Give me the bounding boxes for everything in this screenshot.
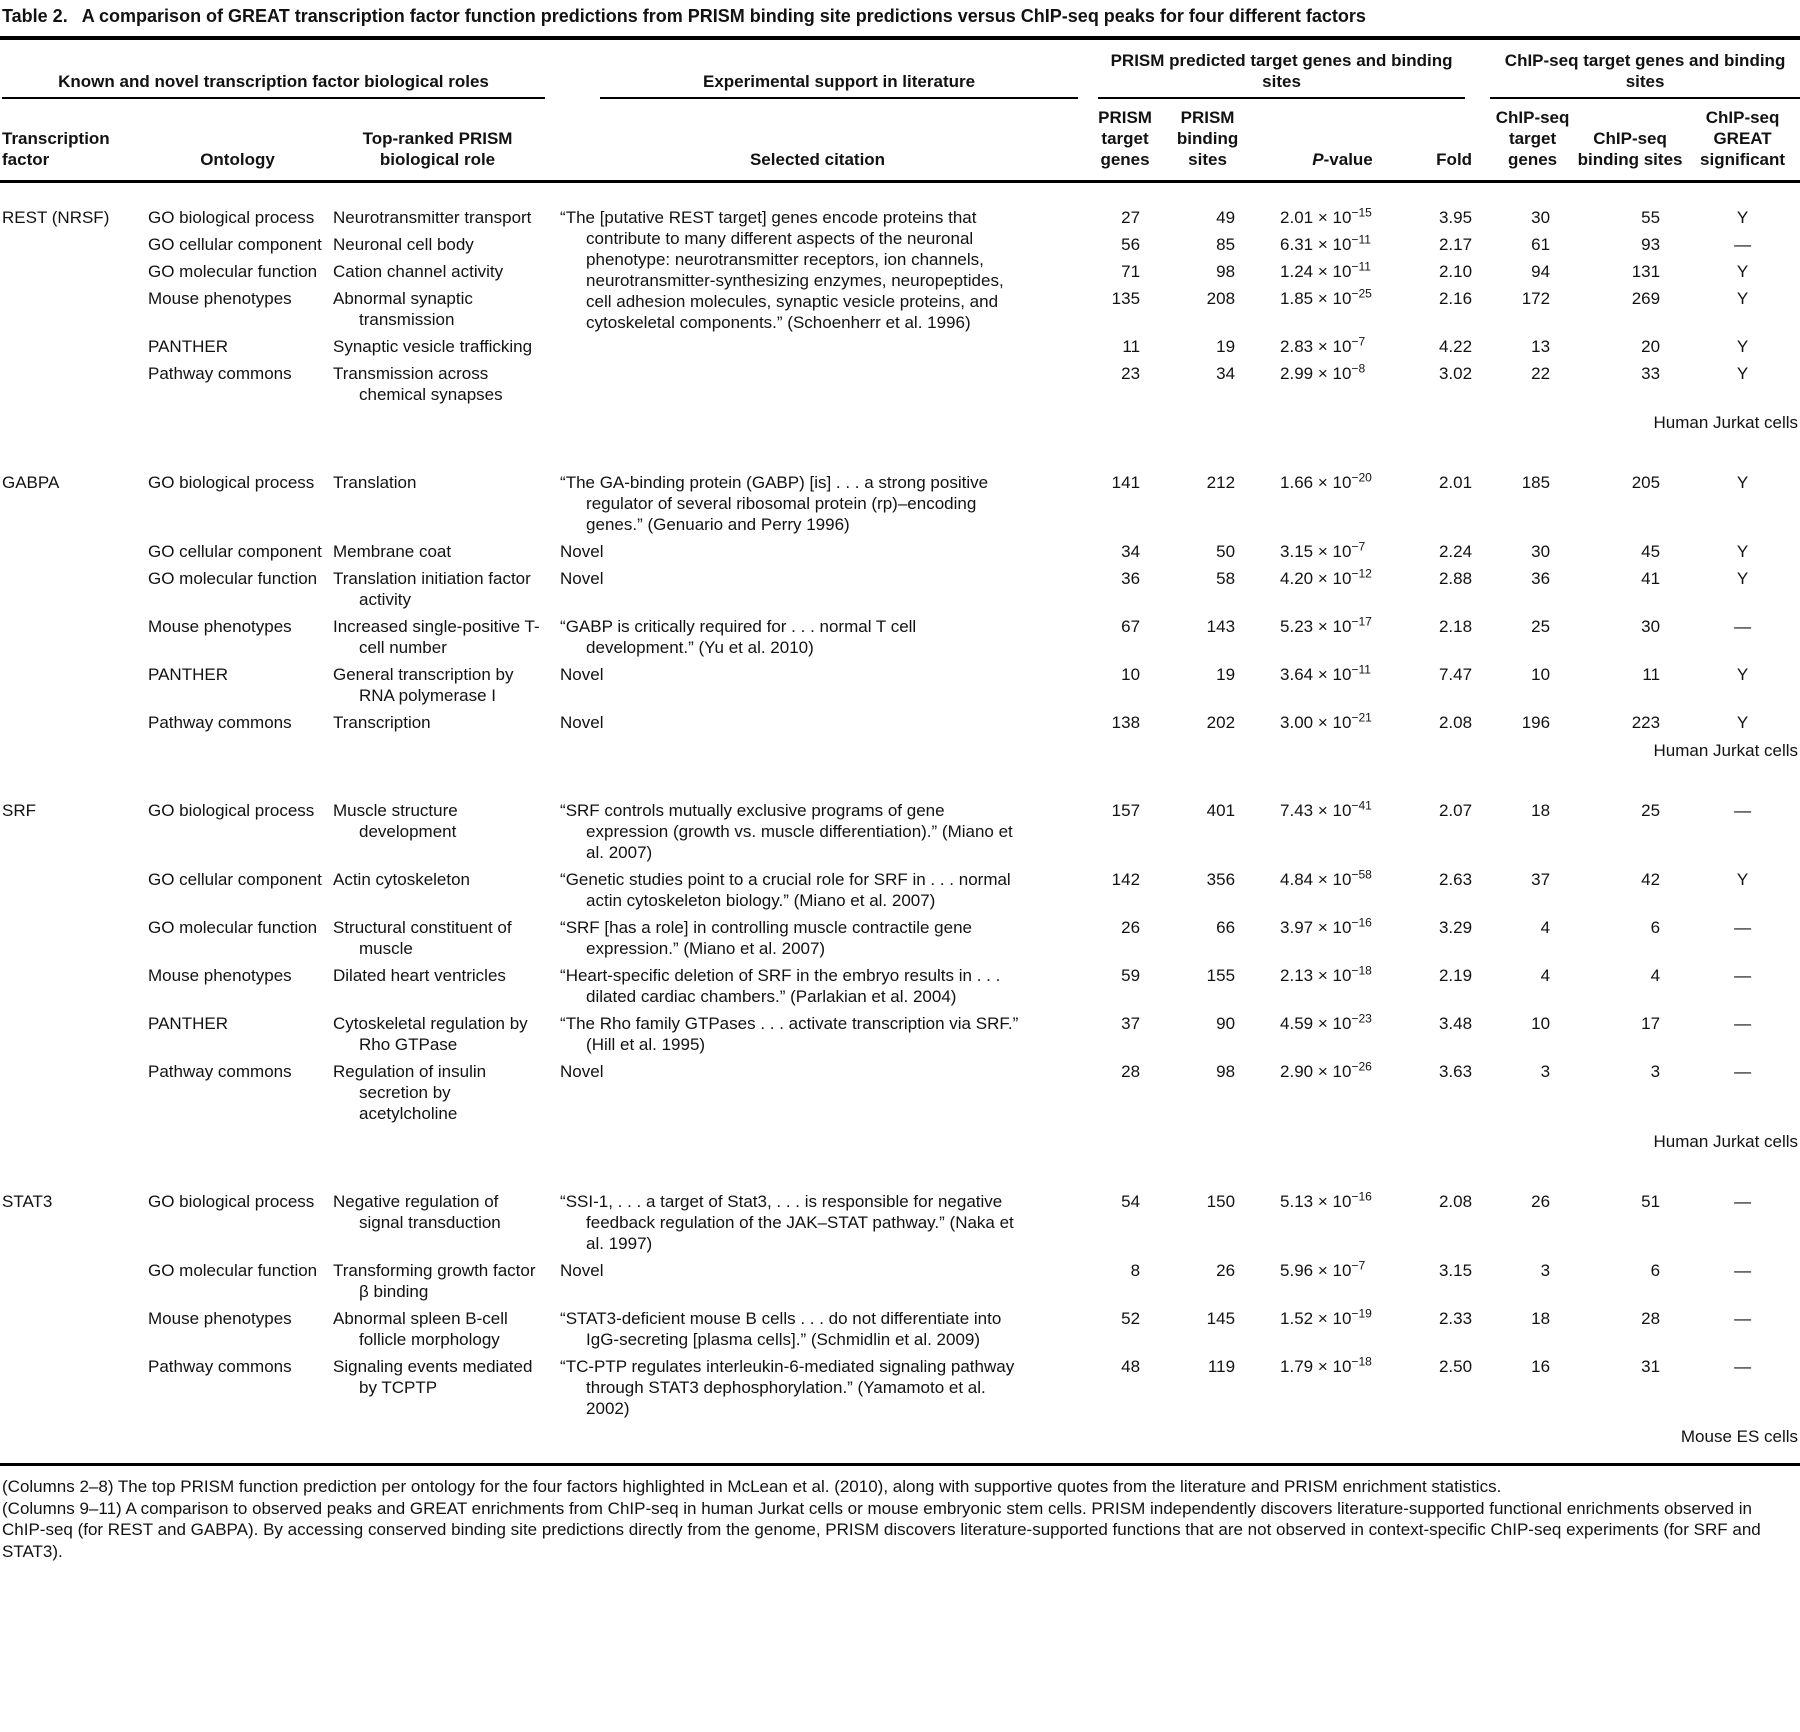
role-cell: Neuronal cell body	[333, 235, 474, 254]
ontology-cell: GO molecular function	[148, 1261, 318, 1280]
role-cell: Transcription	[333, 713, 431, 732]
chipseq-target-genes-cell: 196	[1521, 713, 1551, 732]
data-row	[0, 1190, 1800, 1259]
great-significant-cell: Y	[1736, 473, 1749, 492]
chipseq-binding-sites-cell: 4	[1650, 966, 1661, 985]
p-value-cell: $3.15 \times 10^{-7}$	[1280, 539, 1366, 561]
chipseq-binding-sites-cell: 223	[1631, 713, 1661, 732]
column-header-chipseq-target-genes: ChIP-seq target genes	[1490, 99, 1575, 182]
ontology-cell: GO molecular function	[148, 569, 318, 588]
p-value-exponent: −7	[1351, 1258, 1366, 1273]
data-row	[0, 964, 1800, 1012]
p-value-exponent: −7	[1351, 539, 1366, 554]
citation-cell: Novel	[560, 665, 604, 684]
p-value-cell: $2.99 \times 10^{-8}$	[1280, 361, 1366, 383]
p-value-cell: $3.00 \times 10^{-21}$	[1280, 710, 1372, 732]
chipseq-target-genes-cell: 16	[1531, 1357, 1551, 1376]
data-row	[0, 799, 1800, 868]
group-header-known-novel: Known and novel transcription factor biological roles	[2, 71, 545, 99]
data-row	[0, 1012, 1800, 1060]
great-significant-cell: Y	[1736, 665, 1749, 684]
prism-target-genes-cell: 27	[1121, 208, 1141, 227]
prism-target-genes-cell: 36	[1121, 569, 1141, 588]
chipseq-binding-sites-cell: 42	[1641, 870, 1661, 889]
ontology-cell: GO cellular component	[148, 542, 322, 561]
prism-target-genes-cell: 11	[1122, 337, 1141, 356]
citation-cell: “STAT3-deficient mouse B cells . . . do not differentiate into IgG-secreting [plasma cells].” (Schmidlin et al. 2009)	[560, 1309, 1002, 1349]
chipseq-target-genes-cell: 10	[1531, 1014, 1551, 1033]
prism-binding-sites-cell: 90	[1216, 1014, 1236, 1033]
prism-binding-sites-cell: 66	[1216, 918, 1236, 937]
prism-binding-sites-cell: 26	[1216, 1261, 1236, 1280]
p-value-cell: $2.01 \times 10^{-15}$	[1280, 205, 1372, 227]
fold-cell: 3.29	[1438, 918, 1473, 937]
chipseq-target-genes-cell: 172	[1521, 289, 1551, 308]
great-significant-cell: —	[1734, 801, 1752, 820]
prism-target-genes-cell: 67	[1121, 617, 1141, 636]
role-cell: Abnormal spleen B-cell follicle morphology	[333, 1309, 508, 1349]
chipseq-binding-sites-cell: 205	[1631, 473, 1661, 492]
ontology-cell: Mouse phenotypes	[148, 966, 292, 985]
fold-cell: 2.63	[1438, 870, 1473, 889]
chipseq-binding-sites-cell: 11	[1642, 665, 1661, 684]
citation-cell: “SSI-1, . . . a target of Stat3, . . . is responsible for negative feedback regulation of the JAK–STAT pathway.” (Naka et al. 1997)	[560, 1192, 1014, 1253]
chipseq-binding-sites-cell: 20	[1641, 337, 1661, 356]
data-row	[0, 1259, 1800, 1307]
role-cell: Dilated heart ventricles	[333, 966, 506, 985]
cell-type-note: Human Jurkat cells	[1653, 1132, 1799, 1151]
fold-cell: 7.47	[1438, 665, 1473, 684]
prism-target-genes-cell: 138	[1111, 713, 1141, 732]
prism-binding-sites-cell: 401	[1206, 801, 1236, 820]
role-cell: Membrane coat	[333, 542, 452, 561]
p-value-exponent: −20	[1351, 470, 1372, 485]
role-cell: Cation channel activity	[333, 262, 504, 281]
fold-cell: 2.07	[1438, 801, 1473, 820]
p-value-exponent: −11	[1351, 259, 1371, 274]
citation-cell: “Genetic studies point to a crucial role for SRF in . . . normal actin cytoskeleton biology.” (Miano et al. 2007)	[560, 870, 1011, 910]
data-row	[0, 182, 1800, 234]
p-value-cell: $1.66 \times 10^{-20}$	[1280, 470, 1372, 492]
ontology-cell: GO biological process	[148, 208, 315, 227]
table-number: Table 2.	[2, 6, 68, 26]
results-table	[0, 40, 1800, 1463]
great-significant-cell: Y	[1736, 289, 1749, 308]
p-value-cell: $2.13 \times 10^{-18}$	[1280, 963, 1372, 985]
prism-target-genes-cell: 52	[1121, 1309, 1141, 1328]
data-row	[0, 567, 1800, 615]
factor-cell: STAT3	[2, 1192, 53, 1211]
fold-cell: 2.08	[1438, 1192, 1473, 1211]
prism-target-genes-cell: 8	[1130, 1261, 1141, 1280]
prism-target-genes-cell: 157	[1111, 801, 1141, 820]
citation-cell: “The GA-binding protein (GABP) [is] . . . a strong positive regulator of several ribosomal protein (rp)–encoding genes.” (Genuario and Perry 1996)	[560, 473, 989, 534]
footnote-columns-9-11: (Columns 9–11) A comparison to observed peaks and GREAT enrichments from ChIP-seq in human Jurkat cells or mouse embryonic stem cells. PRISM independently discovers literature-supported functional enrichments observed in ChIP-seq (for REST and GABPA). By accessing conserved binding site predictions directly from the genome, PRISM discovers literature-supported functions that are not observed in context-specific ChIP-seq experiments (for SRF and STAT3).	[2, 1498, 1761, 1561]
column-header-prism-target-genes: PRISM target genes	[1090, 99, 1160, 182]
prism-target-genes-cell: 142	[1111, 870, 1141, 889]
prism-target-genes-cell: 56	[1121, 235, 1141, 254]
great-significant-cell: —	[1734, 235, 1752, 254]
p-value-rest: -value	[1323, 150, 1373, 169]
great-significant-cell: —	[1734, 1192, 1752, 1211]
role-cell: Translation initiation factor activity	[333, 569, 531, 609]
cell-type-note-row	[0, 1424, 1800, 1463]
role-cell: Transforming growth factor β binding	[333, 1261, 536, 1301]
fold-cell: 3.48	[1438, 1014, 1473, 1033]
prism-binding-sites-cell: 208	[1206, 289, 1236, 308]
p-value-cell: $5.96 \times 10^{-7}$	[1280, 1258, 1366, 1280]
prism-target-genes-cell: 34	[1121, 542, 1141, 561]
p-value-cell: $4.20 \times 10^{-12}$	[1280, 566, 1372, 588]
ontology-cell: PANTHER	[148, 337, 228, 356]
role-cell: Signaling events mediated by TCPTP	[333, 1357, 533, 1397]
prism-binding-sites-cell: 145	[1206, 1309, 1236, 1328]
ontology-cell: Mouse phenotypes	[148, 617, 292, 636]
ontology-cell: PANTHER	[148, 1014, 228, 1033]
p-value-cell: $1.79 \times 10^{-18}$	[1280, 1354, 1372, 1376]
fold-cell: 2.16	[1438, 289, 1473, 308]
p-value-cell: $1.85 \times 10^{-25}$	[1280, 286, 1372, 308]
citation-cell: Novel	[560, 569, 604, 588]
chipseq-binding-sites-cell: 269	[1631, 289, 1661, 308]
prism-binding-sites-cell: 98	[1216, 262, 1236, 281]
great-significant-cell: Y	[1736, 337, 1749, 356]
cell-type-note: Human Jurkat cells	[1653, 741, 1799, 760]
ontology-cell: GO molecular function	[148, 918, 318, 937]
p-value-exponent: −8	[1351, 361, 1366, 376]
p-value-exponent: −23	[1351, 1011, 1372, 1026]
chipseq-target-genes-cell: 13	[1531, 337, 1551, 356]
great-significant-cell: —	[1734, 1357, 1752, 1376]
chipseq-target-genes-cell: 36	[1531, 569, 1551, 588]
p-value-exponent: −11	[1351, 662, 1371, 677]
p-value-cell: $6.31 \times 10^{-11}$	[1280, 232, 1371, 254]
citation-cell: Novel	[560, 713, 604, 732]
great-significant-cell: —	[1734, 918, 1752, 937]
ontology-cell: GO cellular component	[148, 235, 322, 254]
prism-target-genes-cell: 141	[1111, 473, 1141, 492]
prism-target-genes-cell: 71	[1121, 262, 1141, 281]
prism-target-genes-cell: 26	[1121, 918, 1141, 937]
prism-binding-sites-cell: 98	[1216, 1062, 1236, 1081]
prism-binding-sites-cell: 212	[1206, 473, 1236, 492]
role-cell: General transcription by RNA polymerase I	[333, 665, 514, 705]
chipseq-target-genes-cell: 30	[1531, 542, 1551, 561]
prism-binding-sites-cell: 356	[1206, 870, 1236, 889]
table-body	[0, 182, 1800, 1464]
role-cell: Transmission across chemical synapses	[333, 364, 503, 404]
prism-binding-sites-cell: 155	[1206, 966, 1236, 985]
ontology-cell: Pathway commons	[148, 1357, 292, 1376]
table-title-text: A comparison of GREAT transcription factor function predictions from PRISM binding site predictions versus ChIP-seq peaks for four different factors	[81, 6, 1366, 26]
fold-cell: 3.63	[1438, 1062, 1473, 1081]
p-value-exponent: −21	[1351, 710, 1372, 725]
fold-cell: 2.08	[1438, 713, 1473, 732]
table-caption	[0, 0, 1800, 40]
group-header-prism-predicted: PRISM predicted target genes and binding sites	[1098, 50, 1465, 99]
data-row	[0, 663, 1800, 711]
prism-binding-sites-cell: 85	[1216, 235, 1236, 254]
p-value-cell: $5.23 \times 10^{-17}$	[1280, 614, 1372, 636]
chipseq-binding-sites-cell: 51	[1641, 1192, 1661, 1211]
p-value-exponent: −7	[1351, 334, 1366, 349]
ontology-cell: Pathway commons	[148, 713, 292, 732]
data-row	[0, 868, 1800, 916]
prism-binding-sites-cell: 34	[1216, 364, 1236, 383]
chipseq-binding-sites-cell: 6	[1650, 1261, 1661, 1280]
p-value-exponent: −58	[1351, 867, 1372, 882]
fold-cell: 2.88	[1438, 569, 1473, 588]
chipseq-target-genes-cell: 30	[1531, 208, 1551, 227]
chipseq-binding-sites-cell: 6	[1650, 918, 1661, 937]
fold-cell: 2.10	[1438, 262, 1473, 281]
chipseq-binding-sites-cell: 33	[1641, 364, 1661, 383]
citation-cell: “GABP is critically required for . . . normal T cell development.” (Yu et al. 2010)	[560, 617, 917, 657]
p-value-exponent: −16	[1351, 1189, 1372, 1204]
p-value-cell: $1.52 \times 10^{-19}$	[1280, 1306, 1372, 1328]
citation-cell: “TC-PTP regulates interleukin-6-mediated signaling pathway through STAT3 dephosphorylation.” (Yamamoto et al. 2002)	[560, 1357, 1015, 1418]
chipseq-target-genes-cell: 18	[1531, 1309, 1551, 1328]
great-significant-cell: Y	[1736, 542, 1749, 561]
fold-cell: 3.02	[1438, 364, 1473, 383]
prism-binding-sites-cell: 119	[1207, 1357, 1236, 1376]
role-cell: Abnormal synaptic transmission	[333, 289, 473, 329]
group-header-chipseq-cell	[1490, 40, 1800, 99]
role-cell: Actin cytoskeleton	[333, 870, 471, 889]
prism-binding-sites-cell: 19	[1216, 665, 1236, 684]
prism-target-genes-cell: 37	[1121, 1014, 1141, 1033]
p-value-exponent: −18	[1351, 963, 1372, 978]
group-header-experimental-cell	[545, 40, 1090, 99]
citation-cell: Novel	[560, 1261, 604, 1280]
data-row	[0, 471, 1800, 540]
great-significant-cell: —	[1734, 617, 1752, 636]
citation-cell: “SRF controls mutually exclusive programs of gene expression (growth vs. muscle differentiation).” (Miano et al. 2007)	[560, 801, 1013, 862]
role-cell: Regulation of insulin secretion by acetylcholine	[333, 1062, 487, 1123]
great-significant-cell: —	[1734, 1062, 1752, 1081]
chipseq-target-genes-cell: 4	[1540, 918, 1551, 937]
chipseq-binding-sites-cell: 55	[1641, 208, 1661, 227]
chipseq-binding-sites-cell: 31	[1641, 1357, 1661, 1376]
prism-target-genes-cell: 59	[1121, 966, 1141, 985]
column-header-p-value	[1255, 99, 1430, 182]
p-value-cell: $2.90 \times 10^{-26}$	[1280, 1059, 1372, 1081]
prism-target-genes-cell: 10	[1121, 665, 1141, 684]
ontology-cell: GO biological process	[148, 801, 315, 820]
citation-cell: “Heart-specific deletion of SRF in the embryo results in . . . dilated cardiac chambers.” (Parlakian et al. 2004)	[560, 966, 1001, 1006]
prism-binding-sites-cell: 49	[1216, 208, 1236, 227]
chipseq-binding-sites-cell: 28	[1641, 1309, 1661, 1328]
citation-cell: “The [putative REST target] genes encode proteins that contribute to many different aspects of the neuronal phenotype: neurotransmitter receptors, ion channels, neurotransmitter-synthesizing enzymes, neuropeptides, cell adhesion molecules, synaptic vesicle proteins, and cytoskeletal components.” (Schoenherr et al. 1996)	[560, 208, 1004, 332]
chipseq-binding-sites-cell: 93	[1641, 235, 1661, 254]
ontology-cell: PANTHER	[148, 665, 228, 684]
chipseq-target-genes-cell: 94	[1531, 262, 1551, 281]
role-cell: Cytoskeletal regulation by Rho GTPase	[333, 1014, 528, 1054]
prism-target-genes-cell: 28	[1121, 1062, 1141, 1081]
fold-cell: 2.50	[1438, 1357, 1473, 1376]
chipseq-target-genes-cell: 3	[1540, 1261, 1551, 1280]
p-value-exponent: −25	[1351, 286, 1372, 301]
column-header-transcription-factor: Transcription factor	[0, 99, 145, 182]
table-header	[0, 40, 1800, 182]
role-cell: Neurotransmitter transport	[333, 208, 532, 227]
prism-binding-sites-cell: 202	[1206, 713, 1236, 732]
ontology-cell: Pathway commons	[148, 364, 292, 383]
chipseq-binding-sites-cell: 17	[1641, 1014, 1661, 1033]
group-header-prism-cell	[1090, 40, 1490, 99]
factor-cell: REST (NRSF)	[2, 208, 110, 227]
chipseq-target-genes-cell: 25	[1531, 617, 1551, 636]
cell-type-note-row	[0, 738, 1800, 799]
ontology-cell: Mouse phenotypes	[148, 1309, 292, 1328]
p-value-cell: $3.97 \times 10^{-16}$	[1280, 915, 1372, 937]
fold-cell: 3.15	[1438, 1261, 1473, 1280]
prism-target-genes-cell: 135	[1111, 289, 1141, 308]
chipseq-target-genes-cell: 18	[1531, 801, 1551, 820]
footnote-columns-2-8: (Columns 2–8) The top PRISM function prediction per ontology for the four factors highlighted in McLean et al. (2010), along with supportive quotes from the literature and PRISM enrichment statistics.	[2, 1477, 1502, 1496]
p-value-cell: $4.84 \times 10^{-58}$	[1280, 867, 1372, 889]
fold-cell: 2.19	[1438, 966, 1473, 985]
chipseq-binding-sites-cell: 3	[1650, 1062, 1661, 1081]
chipseq-target-genes-cell: 3	[1540, 1062, 1551, 1081]
great-significant-cell: —	[1734, 1261, 1752, 1280]
p-value-cell: $1.24 \times 10^{-11}$	[1280, 259, 1371, 281]
role-cell: Increased single-positive T-cell number	[333, 617, 540, 657]
chipseq-target-genes-cell: 37	[1531, 870, 1551, 889]
p-value-cell: $4.59 \times 10^{-23}$	[1280, 1011, 1372, 1033]
great-significant-cell: Y	[1736, 262, 1749, 281]
great-significant-cell: —	[1734, 1309, 1752, 1328]
great-significant-cell: Y	[1736, 569, 1749, 588]
chipseq-target-genes-cell: 22	[1531, 364, 1551, 383]
p-value-exponent: −17	[1351, 614, 1372, 629]
prism-binding-sites-cell: 150	[1206, 1192, 1236, 1211]
prism-binding-sites-cell: 143	[1206, 617, 1236, 636]
column-header-top-ranked-role: Top-ranked PRISM biological role	[330, 99, 545, 182]
role-cell: Translation	[333, 473, 417, 492]
fold-cell: 2.01	[1438, 473, 1473, 492]
citation-cell: Novel	[560, 1062, 604, 1081]
role-cell: Negative regulation of signal transduction	[333, 1192, 501, 1232]
column-header-selected-citation: Selected citation	[545, 99, 1090, 182]
column-header-row	[0, 99, 1800, 182]
great-significant-cell: —	[1734, 966, 1752, 985]
role-cell: Synaptic vesicle trafficking	[333, 337, 533, 356]
chipseq-target-genes-cell: 61	[1531, 235, 1551, 254]
column-header-chipseq-binding-sites: ChIP-seq binding sites	[1575, 99, 1685, 182]
cell-type-note: Human Jurkat cells	[1653, 413, 1799, 432]
chipseq-binding-sites-cell: 25	[1641, 801, 1661, 820]
prism-binding-sites-cell: 58	[1216, 569, 1236, 588]
chipseq-target-genes-cell: 4	[1540, 966, 1551, 985]
data-row	[0, 540, 1800, 567]
ontology-cell: Pathway commons	[148, 1062, 292, 1081]
prism-binding-sites-cell: 19	[1216, 337, 1236, 356]
p-value-cell: $7.43 \times 10^{-41}$	[1280, 798, 1372, 820]
group-header-known-novel-cell	[0, 40, 545, 99]
fold-cell: 2.33	[1438, 1309, 1473, 1328]
citation-cell: “The Rho family GTPases . . . activate transcription via SRF.” (Hill et al. 1995)	[560, 1014, 1019, 1054]
p-value-cell: $2.83 \times 10^{-7}$	[1280, 334, 1366, 356]
group-header-row	[0, 40, 1800, 99]
group-header-chipseq: ChIP-seq target genes and binding sites	[1490, 50, 1800, 99]
ontology-cell: GO molecular function	[148, 262, 318, 281]
column-header-prism-binding-sites: PRISM binding sites	[1160, 99, 1255, 182]
p-value-exponent: −41	[1351, 798, 1372, 813]
chipseq-binding-sites-cell: 131	[1631, 262, 1661, 281]
chipseq-target-genes-cell: 26	[1531, 1192, 1551, 1211]
citation-cell: Novel	[560, 542, 604, 561]
great-significant-cell: —	[1734, 1014, 1752, 1033]
p-value-exponent: −11	[1351, 232, 1371, 247]
p-value-exponent: −16	[1351, 915, 1372, 930]
p-value-cell: $5.13 \times 10^{-16}$	[1280, 1189, 1372, 1211]
data-row	[0, 1060, 1800, 1129]
cell-type-note-row	[0, 1129, 1800, 1190]
chipseq-target-genes-cell: 10	[1531, 665, 1551, 684]
role-cell: Structural constituent of muscle	[333, 918, 512, 958]
ontology-cell: GO biological process	[148, 473, 315, 492]
factor-cell: SRF	[2, 801, 36, 820]
p-value-exponent: −19	[1351, 1306, 1372, 1321]
great-significant-cell: Y	[1736, 208, 1749, 227]
data-row	[0, 711, 1800, 738]
fold-cell: 3.95	[1438, 208, 1473, 227]
ontology-cell: Mouse phenotypes	[148, 289, 292, 308]
prism-target-genes-cell: 23	[1121, 364, 1141, 383]
cell-type-note: Mouse ES cells	[1680, 1427, 1799, 1446]
fold-cell: 2.24	[1438, 542, 1473, 561]
prism-binding-sites-cell: 50	[1216, 542, 1236, 561]
p-value-italic-p: P	[1312, 150, 1324, 169]
column-header-fold: Fold	[1430, 99, 1490, 182]
chipseq-target-genes-cell: 185	[1521, 473, 1551, 492]
ontology-cell: GO biological process	[148, 1192, 315, 1211]
data-row	[0, 1307, 1800, 1355]
p-value-exponent: −15	[1351, 205, 1372, 220]
p-value-exponent: −26	[1351, 1059, 1372, 1074]
column-header-chipseq-great-significant: ChIP-seq GREAT significant	[1685, 99, 1800, 182]
group-header-experimental-support: Experimental support in literature	[600, 71, 1078, 99]
data-row	[0, 1355, 1800, 1424]
chipseq-binding-sites-cell: 30	[1641, 617, 1661, 636]
chipseq-binding-sites-cell: 41	[1641, 569, 1661, 588]
great-significant-cell: Y	[1736, 713, 1749, 732]
p-value-exponent: −18	[1351, 1354, 1372, 1369]
footnotes	[0, 1466, 1800, 1562]
great-significant-cell: Y	[1736, 364, 1749, 383]
great-significant-cell: Y	[1736, 870, 1749, 889]
cell-type-note-row	[0, 410, 1800, 471]
fold-cell: 4.22	[1438, 337, 1473, 356]
column-header-ontology: Ontology	[145, 99, 330, 182]
ontology-cell: GO cellular component	[148, 870, 322, 889]
factor-cell: GABPA	[2, 473, 60, 492]
fold-cell: 2.17	[1438, 235, 1473, 254]
prism-target-genes-cell: 54	[1121, 1192, 1141, 1211]
citation-cell: “SRF [has a role] in controlling muscle contractile gene expression.” (Miano et al. 2007)	[560, 918, 972, 958]
p-value-exponent: −12	[1351, 566, 1372, 581]
fold-cell: 2.18	[1438, 617, 1473, 636]
data-row	[0, 916, 1800, 964]
data-row	[0, 615, 1800, 663]
chipseq-binding-sites-cell: 45	[1641, 542, 1661, 561]
prism-target-genes-cell: 48	[1121, 1357, 1141, 1376]
role-cell: Muscle structure development	[333, 801, 458, 841]
p-value-cell: $3.64 \times 10^{-11}$	[1280, 662, 1371, 684]
